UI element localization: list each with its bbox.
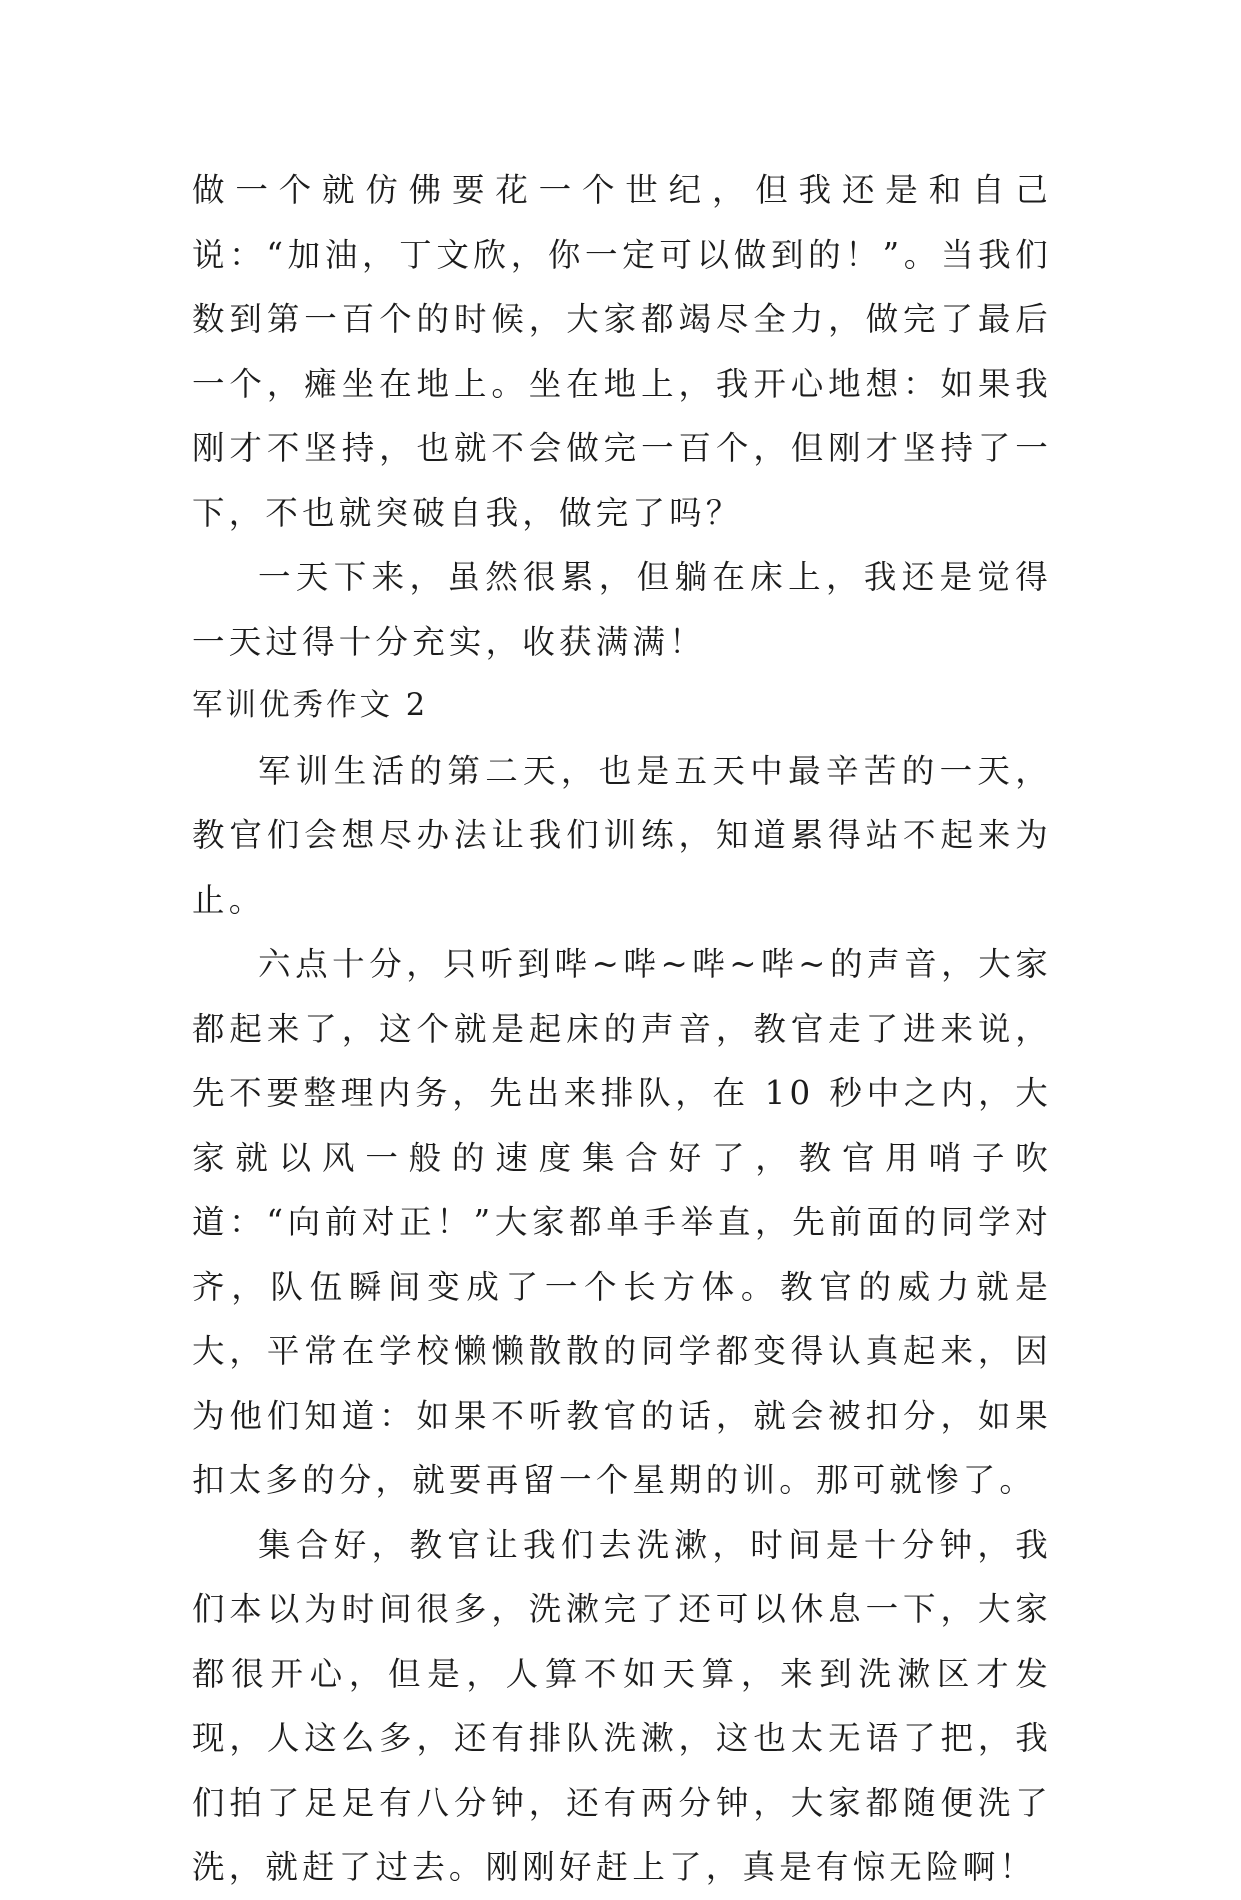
paragraph: 做一个就仿佛要花一个世纪，但我还是和自己说：“加油，丁文欣，你一定可以做到的！”。当我们数到第一百个的时候，大家都竭尽全力，做完了最后一个，瘫坐在地上。坐在地上，我开心地想：如果我刚才不坚持，也就不会做完一百个，但刚才坚持了一下，不也就突破自我，做完了吗？ <box>192 171 1052 532</box>
section-title: 军训优秀作文 2 <box>192 688 429 723</box>
paragraph: 集合好，教官让我们去洗漱，时间是十分钟，我们本以为时间很多，洗漱完了还可以休息一下，大家都很开心，但是，人算不如天算，来到洗漱区才发现，人这么多，还有排队洗漱，这也太无语了把，我们拍了足足有八分钟，还有两分钟，大家都随便洗了洗，就赶了过去。刚刚好赶上了，真是有惊无险啊！ <box>192 1525 1052 1886</box>
paragraph: 军训生活的第二天，也是五天中最辛苦的一天，教官们会想尽办法让我们训练，知道累得站不起来为止。 <box>192 751 1052 919</box>
document-body <box>192 158 1052 1900</box>
paragraph: 六点十分，只听到哔~哔~哔~哔~的声音，大家都起来了，这个就是起床的声音，教官走了进来说，先不要整理内务，先出来排队，在 10 秒中之内，大家就以风一般的速度集合好了，教官用哨子吹道：“向前对正！”大家都单手举直，先前面的同学对齐，队伍瞬间变成了一个长方体。教官的威力就是大，平常在学校懒懒散散的同学都变得认真起来，因为他们知道：如果不听教官的话，就会被扣分，如果扣太多的分，就要再留一个星期的训。那可就惨了。 <box>192 945 1052 1499</box>
paragraph: 一天下来，虽然很累，但躺在床上，我还是觉得一天过得十分充实，收获满满！ <box>192 558 1052 661</box>
